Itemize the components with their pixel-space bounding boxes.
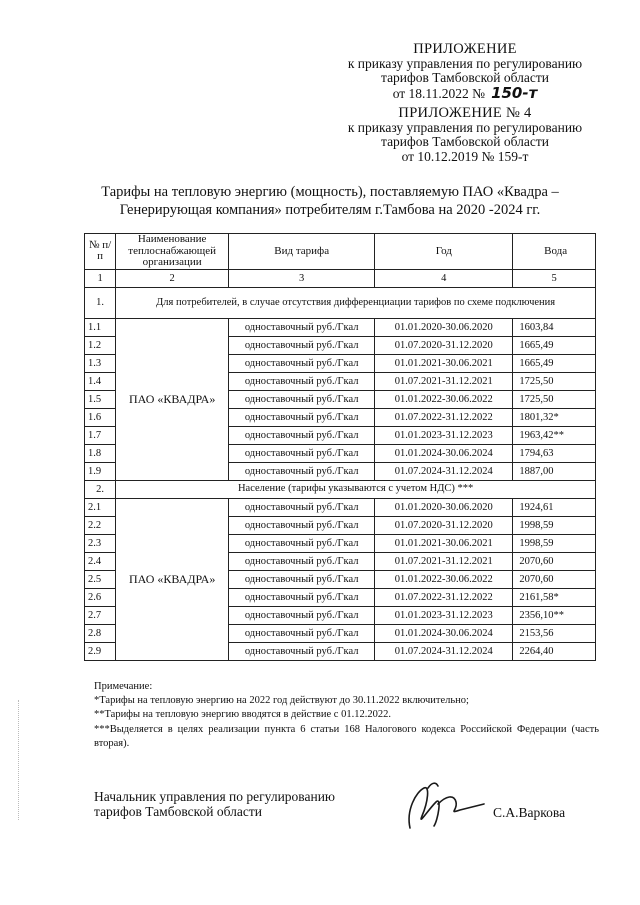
- row-number: 1.5: [85, 390, 116, 408]
- tariff-type: одноставочный руб./Гкал: [229, 624, 375, 642]
- tariff-period: 01.07.2022-31.12.2022: [375, 408, 513, 426]
- header-no: № п/п: [85, 234, 116, 270]
- tariff-value: 2356,10**: [513, 606, 596, 624]
- handwritten-order-number: 150-т: [491, 83, 538, 102]
- tariff-period: 01.01.2022-30.06.2022: [375, 570, 513, 588]
- tariff-value: 1665,49: [513, 336, 596, 354]
- document-title-line2: Генерирующая компания» потребителям г.Тамбова на 2020 -2024 гг.: [119, 202, 541, 219]
- column-number-row: [85, 269, 596, 287]
- tariff-value: 1998,59: [513, 534, 596, 552]
- row-number: 2.4: [85, 552, 116, 570]
- column-number: 3: [229, 269, 375, 287]
- appendix-line2: тарифов Тамбовской области: [381, 70, 549, 86]
- tariff-period: 01.07.2021-31.12.2021: [375, 552, 513, 570]
- scan-margin-marks: [18, 700, 21, 820]
- appendix4-title: ПРИЛОЖЕНИЕ № 4: [398, 105, 532, 121]
- tariff-period: 01.01.2021-30.06.2021: [375, 354, 513, 372]
- row-number: 1.1: [85, 318, 116, 336]
- row-number: 1.4: [85, 372, 116, 390]
- row-number: 2.2: [85, 516, 116, 534]
- tariff-period: 01.07.2024-31.12.2024: [375, 462, 513, 480]
- tariff-period: 01.01.2023-31.12.2023: [375, 606, 513, 624]
- tariff-period: 01.01.2023-31.12.2023: [375, 426, 513, 444]
- row-number: 1.9: [85, 462, 116, 480]
- tariff-table: [84, 233, 596, 661]
- appendix-line1: к приказу управления по регулированию: [347, 56, 583, 72]
- tariff-type: одноставочный руб./Гкал: [229, 372, 375, 390]
- tariff-value: 1725,50: [513, 372, 596, 390]
- tariff-value: 1924,61: [513, 498, 596, 516]
- appendix4-line2: тарифов Тамбовской области: [381, 134, 549, 150]
- tariff-value: 2161,58*: [513, 588, 596, 606]
- section-header-row: [85, 287, 596, 318]
- tariff-type: одноставочный руб./Гкал: [229, 570, 375, 588]
- tariff-period: 01.07.2020-31.12.2020: [375, 516, 513, 534]
- notes-block: [94, 680, 599, 751]
- tariff-type: одноставочный руб./Гкал: [229, 534, 375, 552]
- section-title: Население (тарифы указываются с учетом НДС) ***: [116, 480, 596, 498]
- tariff-value: 1801,32*: [513, 408, 596, 426]
- column-number: 5: [513, 269, 596, 287]
- tariff-value: 1963,42**: [513, 426, 596, 444]
- handwritten-signature: [398, 780, 493, 835]
- tariff-period: 01.07.2024-31.12.2024: [375, 642, 513, 660]
- header-period: Год: [375, 234, 513, 270]
- tariff-type: одноставочный руб./Гкал: [229, 336, 375, 354]
- tariff-type: одноставочный руб./Гкал: [229, 588, 375, 606]
- appendix4-line1: к приказу управления по регулированию: [347, 120, 583, 136]
- appendix-header-original: [320, 106, 610, 164]
- tariff-value: 2153,56: [513, 624, 596, 642]
- row-number: 2.9: [85, 642, 116, 660]
- section-number: 1.: [85, 287, 116, 318]
- tariff-period: 01.01.2024-30.06.2024: [375, 624, 513, 642]
- tariff-type: одноставочный руб./Гкал: [229, 444, 375, 462]
- row-number: 1.6: [85, 408, 116, 426]
- appendix-title: ПРИЛОЖЕНИЕ: [413, 41, 517, 57]
- tariff-value: 1998,59: [513, 516, 596, 534]
- appendix4-date-line: от 10.12.2019 № 159-т: [401, 148, 529, 164]
- tariff-type: одноставочный руб./Гкал: [229, 354, 375, 372]
- row-number: 1.2: [85, 336, 116, 354]
- tariff-value: 1794,63: [513, 444, 596, 462]
- tariff-value: 1887,00: [513, 462, 596, 480]
- section-population: [85, 480, 596, 660]
- tariff-type: одноставочный руб./Гкал: [229, 408, 375, 426]
- signatory-position: [94, 790, 335, 820]
- column-number: 1: [85, 269, 116, 287]
- tariff-period: 01.01.2022-30.06.2022: [375, 390, 513, 408]
- header-water: Вода: [513, 234, 596, 270]
- row-number: 2.7: [85, 606, 116, 624]
- tariff-period: 01.07.2020-31.12.2020: [375, 336, 513, 354]
- tariff-period: 01.01.2021-30.06.2021: [375, 534, 513, 552]
- organization-name: ПАО «КВАДРА»: [116, 318, 229, 480]
- tariff-type: одноставочный руб./Гкал: [229, 426, 375, 444]
- row-number: 1.3: [85, 354, 116, 372]
- table-row: [85, 318, 596, 336]
- tariff-value: 1665,49: [513, 354, 596, 372]
- table-row: [85, 498, 596, 516]
- row-number: 2.3: [85, 534, 116, 552]
- notes-heading: Примечание:: [94, 681, 153, 692]
- tariff-period: 01.01.2024-30.06.2024: [375, 444, 513, 462]
- tariff-value: 1603,84: [513, 318, 596, 336]
- document-title-line1: Тарифы на тепловую энергию (мощность), поставляемую ПАО «Квадра –: [101, 184, 559, 200]
- section-consumers: [85, 287, 596, 480]
- tariff-type: одноставочный руб./Гкал: [229, 390, 375, 408]
- header-org: Наименование теплоснабжающей организации: [116, 234, 229, 270]
- note-1: *Тарифы на тепловую энергию на 2022 год действуют до 30.11.2022 включительно;: [94, 695, 469, 707]
- position-line2: тарифов Тамбовской области: [94, 803, 262, 819]
- document-title: [60, 183, 600, 219]
- tariff-type: одноставочный руб./Гкал: [229, 642, 375, 660]
- tariff-type: одноставочный руб./Гкал: [229, 606, 375, 624]
- tariff-period: 01.07.2022-31.12.2022: [375, 588, 513, 606]
- note-2: **Тарифы на тепловую энергию вводятся в действие с 01.12.2022.: [94, 709, 391, 721]
- tariff-type: одноставочный руб./Гкал: [229, 318, 375, 336]
- column-number: 2: [116, 269, 229, 287]
- tariff-period: 01.07.2021-31.12.2021: [375, 372, 513, 390]
- appendix-date-prefix: от 18.11.2022 №: [392, 85, 486, 101]
- section-header-row: [85, 480, 596, 498]
- header-type: Вид тарифа: [229, 234, 375, 270]
- tariff-period: 01.01.2020-30.06.2020: [375, 498, 513, 516]
- section-title: Для потребителей, в случае отсутствия дифференциации тарифов по схеме подключения: [116, 287, 596, 318]
- tariff-value: 1725,50: [513, 390, 596, 408]
- section-number: 2.: [85, 480, 116, 498]
- row-number: 2.8: [85, 624, 116, 642]
- appendix-date-line: [320, 83, 610, 102]
- row-number: 1.8: [85, 444, 116, 462]
- tariff-type: одноставочный руб./Гкал: [229, 552, 375, 570]
- tariff-type: одноставочный руб./Гкал: [229, 516, 375, 534]
- table-header-row: [85, 234, 596, 270]
- tariff-value: 2070,60: [513, 570, 596, 588]
- note-3: ***Выделяется в целях реализации пункта 6 статьи 168 Налогового кодекса Российской Федерации (часть вторая).: [94, 723, 599, 749]
- position-line1: Начальник управления по регулированию: [94, 789, 336, 804]
- row-number: 2.1: [85, 498, 116, 516]
- row-number: 2.6: [85, 588, 116, 606]
- row-number: 1.7: [85, 426, 116, 444]
- tariff-type: одноставочный руб./Гкал: [229, 498, 375, 516]
- tariff-type: одноставочный руб./Гкал: [229, 462, 375, 480]
- column-number: 4: [375, 269, 513, 287]
- tariff-period: 01.01.2020-30.06.2020: [375, 318, 513, 336]
- row-number: 2.5: [85, 570, 116, 588]
- tariff-value: 2264,40: [513, 642, 596, 660]
- organization-name: ПАО «КВАДРА»: [116, 498, 229, 660]
- appendix-header-current: [320, 42, 610, 101]
- signatory-name: С.А.Варкова: [493, 805, 566, 820]
- tariff-value: 2070,60: [513, 552, 596, 570]
